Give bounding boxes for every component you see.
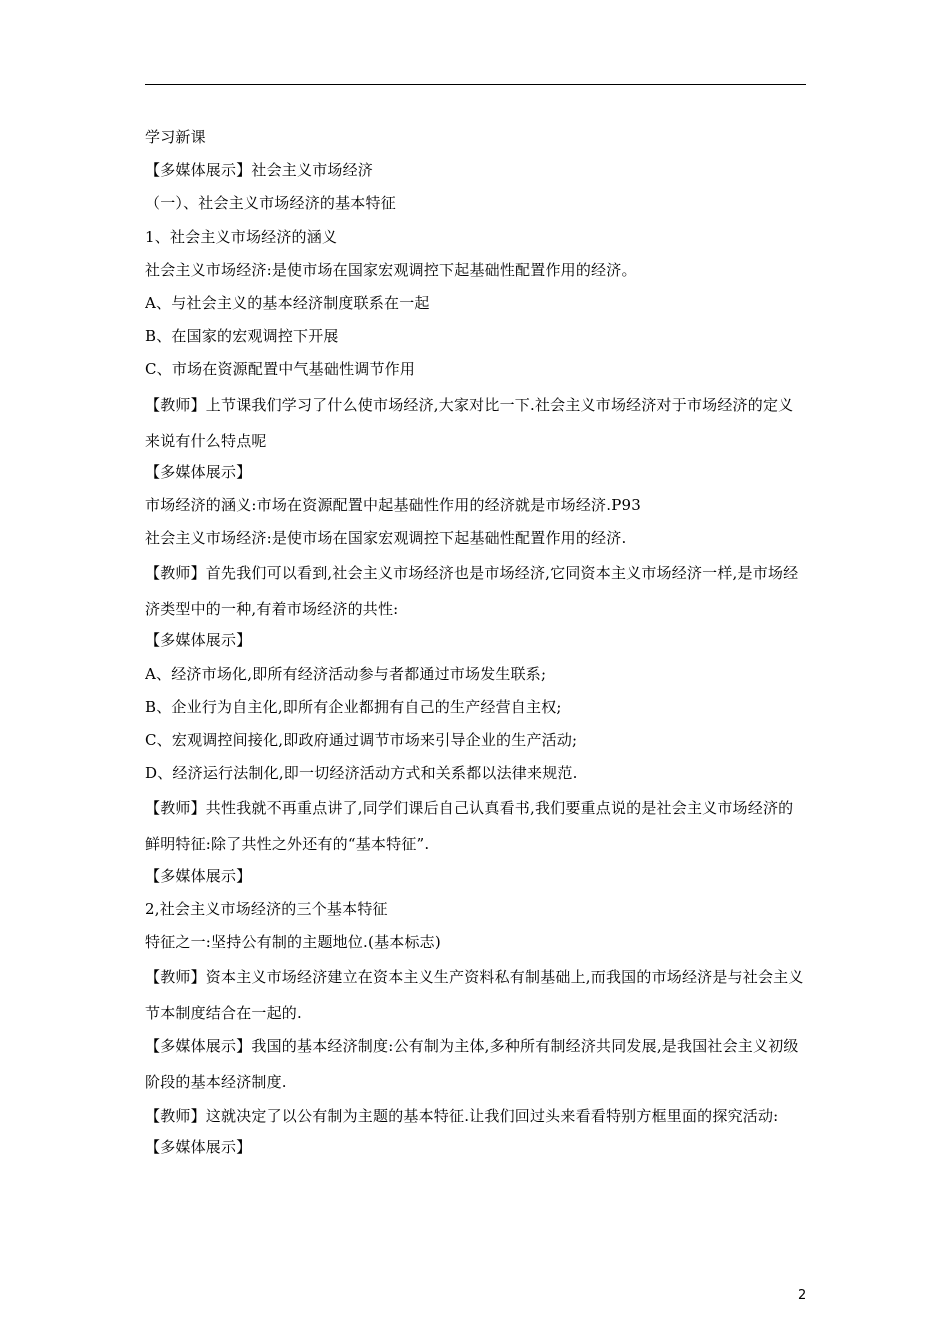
paragraph: 【教师】共性我就不再重点讲了,同学们课后自己认真看书,我们要重点说的是社会主义市场经济的鲜明特征:除了共性之外还有的“基本特征”. (145, 799, 794, 854)
paragraph: D、经济运行法制化,即一切经济活动方式和关系都以法律来规范. (145, 764, 578, 783)
paragraph: 【多媒体展示】 (145, 1137, 252, 1156)
paragraph: B、企业行为自主化,即所有企业都拥有自己的生产经营自主权; (145, 697, 562, 716)
paragraph: A、与社会主义的基本经济制度联系在一起 (145, 293, 430, 312)
paragraph: 【教师】这就决定了以公有制为主题的基本特征.让我们回过头来看看特别方框里面的探究活动: (145, 1106, 779, 1125)
paragraph: 特征之一:坚持公有制的主题地位.(基本标志) (145, 932, 441, 951)
paragraph: 【多媒体展示】 (145, 631, 252, 650)
paragraph: C、市场在资源配置中气基础性调节作用 (145, 360, 416, 379)
paragraph: 【多媒体展示】 (145, 866, 252, 885)
paragraph: 【多媒体展示】社会主义市场经济 (145, 161, 374, 180)
page-number: 2 (798, 1288, 807, 1303)
document-body (145, 121, 807, 1164)
paragraph: 学习新课 (145, 128, 206, 146)
paragraph: （一）、社会主义市场经济的基本特征 (145, 194, 396, 213)
paragraph: A、经济市场化,即所有经济活动参与者都通过市场发生联系; (145, 664, 547, 683)
header-rule (145, 84, 806, 85)
paragraph: 【教师】首先我们可以看到,社会主义市场经济也是市场经济,它同资本主义市场经济一样,是市场经济类型中的一种,有着市场经济的共性: (145, 564, 799, 619)
paragraph: 【多媒体展示】 (145, 462, 252, 481)
paragraph: 【教师】上节课我们学习了什么使市场经济,大家对比一下.社会主义市场经济对于市场经济的定义来说有什么特点呢 (145, 395, 794, 450)
paragraph: 社会主义市场经济:是使市场在国家宏观调控下起基础性配置作用的经济。 (145, 260, 637, 279)
paragraph: 1、社会主义市场经济的涵义 (145, 227, 338, 246)
paragraph: 【多媒体展示】我国的基本经济制度:公有制为主体,多种所有制经济共同发展,是我国社会主义初级阶段的基本经济制度. (145, 1037, 799, 1092)
paragraph: C、宏观调控间接化,即政府通过调节市场来引导企业的生产活动; (145, 731, 578, 750)
paragraph: 2,社会主义市场经济的三个基本特征 (145, 899, 388, 918)
paragraph: 社会主义市场经济:是使市场在国家宏观调控下起基础性配置作用的经济. (145, 529, 627, 548)
paragraph: 【教师】资本主义市场经济建立在资本主义生产资料私有制基础上,而我国的市场经济是与社会主义节本制度结合在一起的. (145, 968, 804, 1023)
paragraph: B、在国家的宏观调控下开展 (145, 327, 339, 346)
paragraph: 市场经济的涵义:市场在资源配置中起基础性作用的经济就是市场经济.P93 (145, 495, 642, 514)
